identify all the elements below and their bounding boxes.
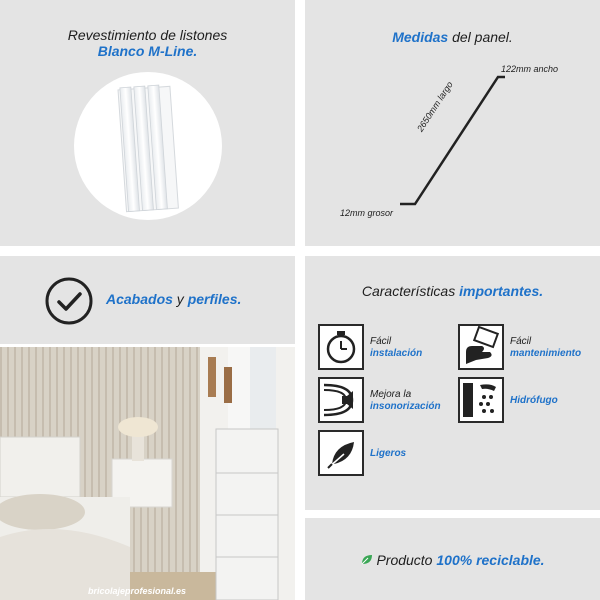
recyclable-text (305, 552, 600, 568)
product-title-line1: Revestimiento de listones (67, 27, 228, 43)
product-image-circle (74, 72, 222, 220)
leaf-icon (360, 553, 373, 566)
recyclable-highlight: 100% reciclable. (436, 552, 545, 568)
measurements-title-highlight: Medidas (392, 29, 449, 45)
cleaning-hand-icon (458, 324, 504, 370)
features-panel (305, 256, 600, 510)
panel-outline-line (400, 77, 505, 204)
feature-3-line1: Mejora la (370, 389, 412, 400)
watermark-text: bricolajeprofesional.es (88, 586, 187, 596)
feature-5-line2: Ligeros (370, 448, 407, 459)
features-title (305, 283, 600, 299)
thickness-label: 12mm grosor (340, 208, 394, 218)
check-circle-icon (44, 276, 94, 326)
feature-4-line2: Hidrófugo (510, 395, 558, 406)
product-title-line2: Blanco M-Line. (97, 43, 198, 59)
feature-3-line2: insonorización (370, 401, 441, 412)
bedroom-scene-illustration (0, 347, 295, 600)
features-title-highlight: importantes. (459, 283, 544, 299)
profiles-word: perfiles. (187, 291, 242, 307)
feature-2-line2: mantenimiento (510, 348, 582, 359)
length-label: 2650mm largo (415, 79, 455, 134)
features-title-plain: Características (361, 283, 460, 299)
feature-2-line1: Fácil (510, 336, 532, 347)
feather-icon (318, 430, 364, 476)
finishes-panel (0, 256, 295, 344)
finishes-connector: y (172, 291, 188, 307)
feature-1-line1: Fácil (370, 336, 392, 347)
measurements-title-rest: del panel. (448, 29, 513, 45)
feature-1-line2: instalación (370, 348, 423, 359)
slat-panel-image (74, 72, 222, 220)
measurements-panel (305, 0, 600, 246)
bedroom-photo (0, 347, 295, 600)
width-label: 122mm ancho (501, 64, 559, 74)
finishes-word: Acabados (106, 291, 173, 307)
recyclable-plain: Producto (376, 552, 437, 568)
finishes-text (106, 291, 241, 307)
soundproof-icon (318, 377, 364, 423)
water-drops-icon (458, 377, 504, 423)
product-panel (0, 0, 295, 246)
stopwatch-icon (318, 324, 364, 370)
recyclable-panel (305, 518, 600, 600)
